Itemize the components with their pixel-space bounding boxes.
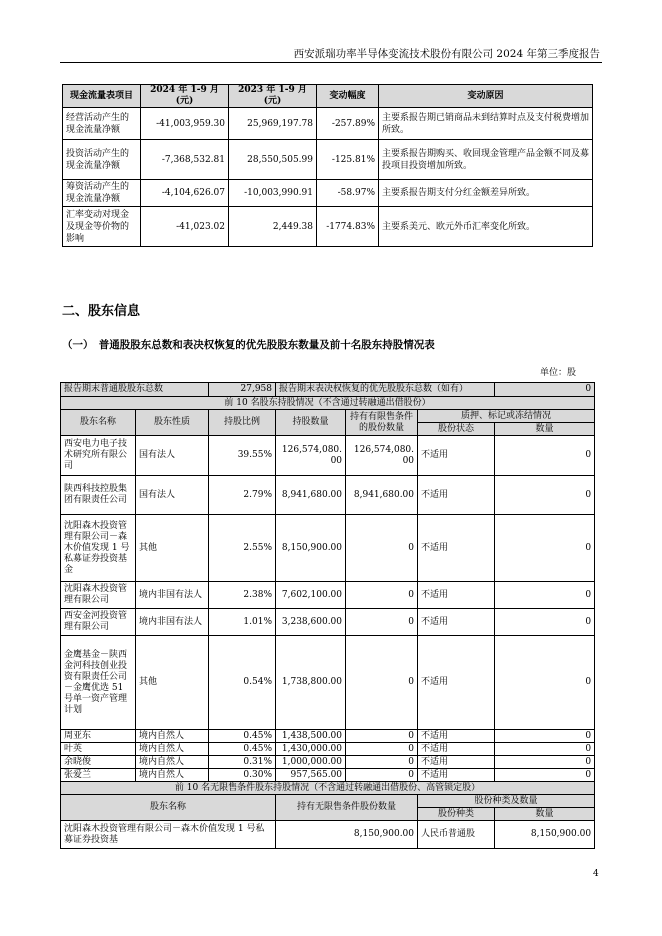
holder-name: 金鹰基金－陕西金河科技创业投资有限责任公司－金鹰优选 51 号单一资产管理计划 (61, 636, 136, 730)
unrestricted-title: 前 10 名无限售条件股东持股情况（不含通过转融通出借股份、高管锁定股） (61, 782, 595, 795)
cashflow-2024: -41,023.02 (141, 207, 229, 247)
holder-restricted: 8,941,680.00 (346, 476, 418, 515)
cashflow-table (62, 84, 593, 247)
table-row (61, 582, 595, 609)
section-title: 二、股东信息 (62, 304, 141, 319)
holder-name: 叶英 (61, 743, 136, 756)
holder-status: 不适用 (418, 769, 495, 782)
holder-status: 不适用 (418, 476, 495, 515)
cashflow-2023: 2,449.38 (229, 207, 317, 247)
cashflow-change: -257.89% (317, 108, 379, 140)
holder-ratio: 0.54% (209, 636, 276, 730)
header-restricted: 持有有限售条件的股份数量 (346, 410, 418, 436)
holder-nature: 其他 (136, 636, 209, 730)
cashflow-item: 汇率变动对现金及现金等价物的影响 (63, 207, 141, 247)
cashflow-change: -1774.83% (317, 207, 379, 247)
holder-nature: 境内自然人 (136, 730, 209, 743)
unrestricted-header-count: 数量 (495, 808, 595, 821)
cashflow-2023: 25,969,197.78 (229, 108, 317, 140)
table-row (61, 730, 595, 743)
holder-restricted: 0 (346, 609, 418, 636)
holder-name: 西安金河投资管理有限公司 (61, 609, 136, 636)
header-status: 股份状态 (418, 423, 495, 436)
unit-label: 单位：股 (540, 368, 577, 378)
holder-status: 不适用 (418, 609, 495, 636)
holder-restricted: 126,574,080.00 (346, 436, 418, 476)
unrestricted-header-type: 股份种类 (418, 808, 495, 821)
header-name: 股东名称 (61, 410, 136, 436)
table-row (63, 180, 593, 207)
cashflow-item: 投资活动产生的现金流量净额 (63, 140, 141, 180)
unrestricted-type: 人民币普通股 (418, 821, 495, 849)
unrestricted-count: 8,150,900.00 (495, 821, 595, 849)
holder-name: 西安电力电子技术研究所有限公司 (61, 436, 136, 476)
pref-holders-label: 报告期末表决权恢复的优先股股东总数（如有） (276, 383, 495, 397)
unrestricted-header-qty: 持有无限售条件股份数量 (276, 795, 418, 821)
holders-header-row (61, 410, 595, 423)
holder-qty: 8,941,680.00 (276, 476, 346, 515)
holder-status: 不适用 (418, 743, 495, 756)
table-row (61, 756, 595, 769)
table-row (61, 769, 595, 782)
cashflow-2024: -4,104,626.07 (141, 180, 229, 207)
cashflow-item: 经营活动产生的现金流量净额 (63, 108, 141, 140)
holder-restricted: 0 (346, 743, 418, 756)
holder-count: 0 (495, 769, 595, 782)
table-row (61, 515, 595, 582)
total-holders-value: 27,958 (209, 383, 276, 397)
holder-ratio: 1.01% (209, 609, 276, 636)
holder-qty: 8,150,900.00 (276, 515, 346, 582)
totals-row (61, 383, 595, 397)
section-subtitle: （一） 普通股股东总数和表决权恢复的优先股股东数量及前十名股东持股情况表 (62, 339, 435, 351)
cashflow-header-2024: 2024 年 1-9 月(元) (141, 85, 229, 108)
holder-qty: 7,602,100.00 (276, 582, 346, 609)
holder-status: 不适用 (418, 515, 495, 582)
top10-title-row (61, 397, 595, 410)
cashflow-header-2023: 2023 年 1-9 月(元) (229, 85, 317, 108)
holder-qty: 126,574,080.00 (276, 436, 346, 476)
holder-qty: 1,000,000.00 (276, 756, 346, 769)
holder-nature: 境内自然人 (136, 756, 209, 769)
holder-count: 0 (495, 730, 595, 743)
holder-restricted: 0 (346, 582, 418, 609)
holder-ratio: 39.55% (209, 436, 276, 476)
cashflow-reason: 主要系报告期支付分红金额差异所致。 (379, 180, 593, 207)
report-header: 西安派瑞功率半导体变流技术股份有限公司 2024 年第三季度报告 (293, 48, 600, 60)
holder-ratio: 0.31% (209, 756, 276, 769)
holder-name: 沈阳森木投资管理有限公司 (61, 582, 136, 609)
unrestricted-name: 沈阳森木投资管理有限公司－森木价值发现 1 号私募证券投资基 (61, 821, 276, 849)
holder-status: 不适用 (418, 636, 495, 730)
cashflow-reason: 主要系报告期购买、收回现金管理产品金额不同及募投项目投资增加所致。 (379, 140, 593, 180)
header-count: 数量 (495, 423, 595, 436)
cashflow-reason: 主要系美元、欧元外币汇率变化所致。 (379, 207, 593, 247)
header-nature: 股东性质 (136, 410, 209, 436)
table-row (61, 743, 595, 756)
holder-name: 张爱兰 (61, 769, 136, 782)
pref-holders-value: 0 (495, 383, 595, 397)
header-pledge: 质押、标记或冻结情况 (418, 410, 595, 423)
holder-restricted: 0 (346, 515, 418, 582)
holder-qty: 1,438,500.00 (276, 730, 346, 743)
holder-nature: 国有法人 (136, 476, 209, 515)
holder-ratio: 0.45% (209, 743, 276, 756)
holder-name: 余晓俊 (61, 756, 136, 769)
table-row (63, 108, 593, 140)
cashflow-reason: 主要系报告期已销商品未到结算时点及支付税费增加所致。 (379, 108, 593, 140)
cashflow-2023: -10,003,990.91 (229, 180, 317, 207)
holder-ratio: 0.30% (209, 769, 276, 782)
top10-title: 前 10 名股东持股情况（不含通过转融通出借股份） (61, 397, 595, 410)
holder-status: 不适用 (418, 730, 495, 743)
unrestricted-header-type-group: 股份种类及数量 (418, 795, 595, 808)
holder-nature: 其他 (136, 515, 209, 582)
holder-name: 陕西科技控股集团有限责任公司 (61, 476, 136, 515)
table-row (61, 821, 595, 849)
cashflow-change: -58.97% (317, 180, 379, 207)
holder-nature: 境内非国有法人 (136, 582, 209, 609)
total-holders-label: 报告期末普通股股东总数 (61, 383, 209, 397)
holder-nature: 国有法人 (136, 436, 209, 476)
holder-ratio: 2.79% (209, 476, 276, 515)
holder-count: 0 (495, 476, 595, 515)
cashflow-2024: -7,368,532.81 (141, 140, 229, 180)
holder-ratio: 2.55% (209, 515, 276, 582)
cashflow-header-reason: 变动原因 (379, 85, 593, 108)
holder-restricted: 0 (346, 756, 418, 769)
table-row (61, 636, 595, 730)
holder-qty: 1,430,000.00 (276, 743, 346, 756)
cashflow-header-item: 现金流量表项目 (63, 85, 141, 108)
holder-count: 0 (495, 756, 595, 769)
holder-ratio: 2.38% (209, 582, 276, 609)
holder-restricted: 0 (346, 730, 418, 743)
table-row (61, 476, 595, 515)
holder-nature: 境内自然人 (136, 769, 209, 782)
cashflow-header-row (63, 85, 593, 108)
header-rule (60, 62, 602, 63)
table-row (61, 436, 595, 476)
unrestricted-header-name: 股东名称 (61, 795, 276, 821)
unrestricted-title-row (61, 782, 595, 795)
header-qty: 持股数量 (276, 410, 346, 436)
holder-nature: 境内自然人 (136, 743, 209, 756)
holder-count: 0 (495, 636, 595, 730)
cashflow-2024: -41,003,959.30 (141, 108, 229, 140)
holder-nature: 境内非国有法人 (136, 609, 209, 636)
holder-status: 不适用 (418, 582, 495, 609)
shareholders-table (60, 382, 595, 849)
holder-name: 周亚东 (61, 730, 136, 743)
holder-status: 不适用 (418, 756, 495, 769)
table-row (63, 140, 593, 180)
holder-qty: 1,738,800.00 (276, 636, 346, 730)
table-row (61, 609, 595, 636)
holder-qty: 957,565.00 (276, 769, 346, 782)
holder-count: 0 (495, 609, 595, 636)
page-number: 4 (593, 869, 599, 879)
holder-ratio: 0.45% (209, 730, 276, 743)
header-ratio: 持股比例 (209, 410, 276, 436)
holder-count: 0 (495, 515, 595, 582)
unrestricted-qty: 8,150,900.00 (276, 821, 418, 849)
cashflow-header-change: 变动幅度 (317, 85, 379, 108)
holder-count: 0 (495, 743, 595, 756)
holder-qty: 3,238,600.00 (276, 609, 346, 636)
holder-restricted: 0 (346, 769, 418, 782)
holder-count: 0 (495, 436, 595, 476)
unrestricted-header-row (61, 795, 595, 808)
cashflow-item: 筹资活动产生的现金流量净额 (63, 180, 141, 207)
holder-status: 不适用 (418, 436, 495, 476)
cashflow-2023: 28,550,505.99 (229, 140, 317, 180)
holder-count: 0 (495, 582, 595, 609)
table-row (63, 207, 593, 247)
holder-name: 沈阳森木投资管理有限公司－森木价值发现 1 号私募证券投资基金 (61, 515, 136, 582)
cashflow-change: -125.81% (317, 140, 379, 180)
holder-restricted: 0 (346, 636, 418, 730)
